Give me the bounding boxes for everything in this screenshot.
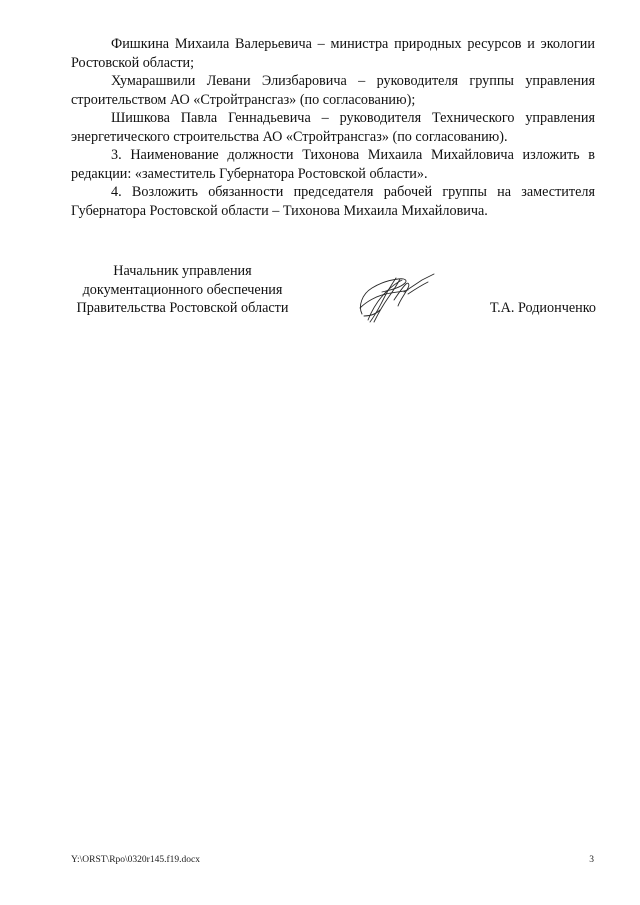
signatory-name: Т.А. Родионченко (489, 300, 596, 316)
paragraph-fishkin: Фишкина Михаила Валерьевича – министра природных ресурсов и экологии Ростовской области; (71, 36, 595, 71)
footer-file-path: Y:\ORST\Rpo\0320r145.f19.docx (71, 855, 200, 865)
paragraph-item-4: 4. Возложить обязанности председателя рабочей группы на заместителя Губернатора Ростовской области – Тихонова Михаила Михайловича. (71, 184, 595, 219)
document-body (71, 35, 595, 220)
signatory-position-line-3: Правительства Ростовской области (76, 300, 289, 316)
handwritten-signature (350, 270, 440, 326)
signatory-position (60, 262, 305, 318)
signatory-position-line-1: Начальник управления (113, 263, 252, 279)
paragraph-shishkov: Шишкова Павла Геннадьевича – руководителя Технического управления энергетического строительства АО «Стройтрансгаз» (по согласованию). (71, 110, 595, 145)
paragraph-khumarashvili: Хумарашвили Левани Элизбаровича – руководителя группы управления строительством АО «Стройтрансгаз» (по согласованию); (71, 73, 595, 108)
signatory-position-line-2: документационного обеспечения (82, 281, 283, 298)
footer-page-number: 3 (589, 855, 594, 865)
paragraph-item-3: 3. Наименование должности Тихонова Михаила Михайловича изложить в редакции: «заместитель Губернатора Ростовской области». (71, 147, 595, 182)
signature-block (60, 262, 600, 322)
